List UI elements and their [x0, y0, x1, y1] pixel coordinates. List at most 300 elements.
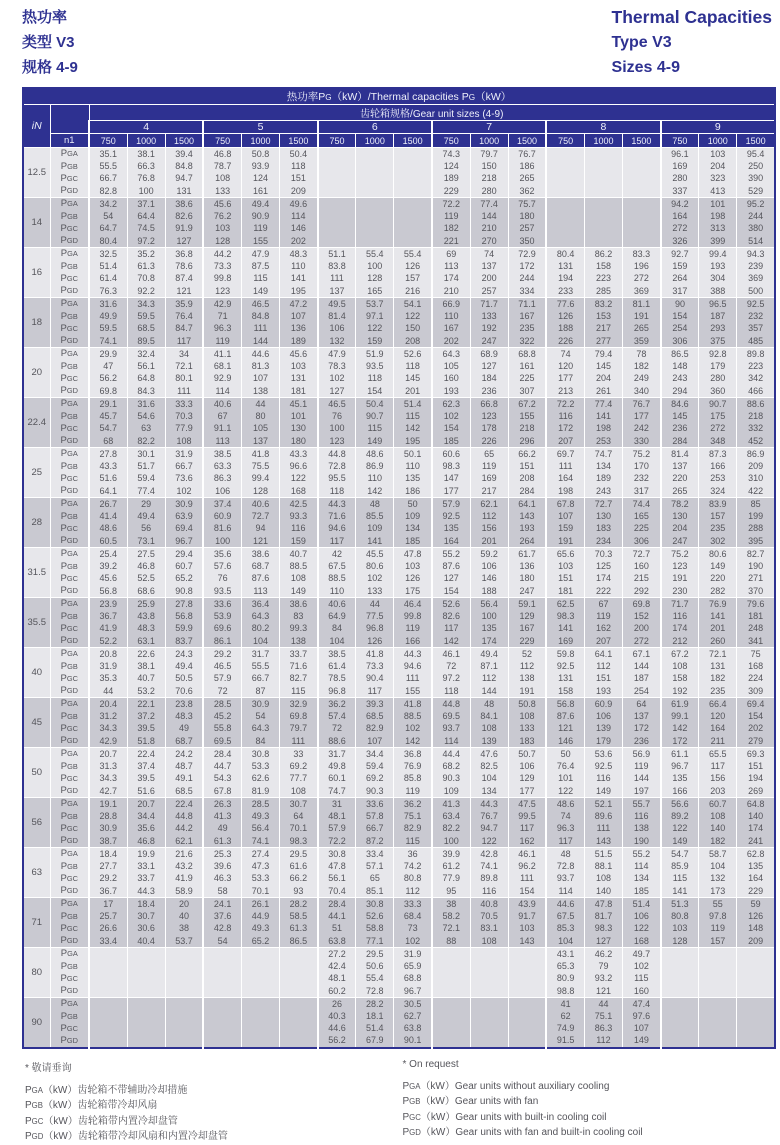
table-row — [23, 648, 775, 661]
value-cell: 63 — [127, 423, 165, 436]
value-cell: 236 — [623, 735, 661, 748]
value-cell: 87.6 — [432, 560, 470, 573]
table-row — [23, 585, 775, 598]
value-cell: 41.9 — [89, 623, 127, 636]
table-row — [23, 498, 775, 511]
value-cell — [508, 960, 546, 973]
speed-header: 1500 — [623, 134, 661, 148]
value-cell: 159 — [546, 523, 584, 536]
value-cell: 117 — [318, 535, 356, 548]
value-cell: 127 — [584, 935, 622, 948]
value-cell: 130 — [280, 423, 318, 436]
value-cell — [356, 148, 394, 161]
value-cell: 68.5 — [127, 323, 165, 336]
value-cell: 79.7 — [280, 723, 318, 736]
value-cell: 72.7 — [584, 498, 622, 511]
value-cell: 145 — [584, 360, 622, 373]
value-cell: 68.8 — [508, 348, 546, 361]
table-row — [23, 798, 775, 811]
value-cell: 182 — [699, 673, 737, 686]
value-cell: 83.1 — [470, 923, 508, 936]
value-cell: 36.2 — [318, 698, 356, 711]
value-cell: 78.2 — [661, 498, 699, 511]
value-cell: 82.5 — [470, 760, 508, 773]
value-cell: 122 — [470, 835, 508, 848]
value-cell: 452 — [737, 435, 775, 448]
value-cell: 98.3 — [584, 923, 622, 936]
value-cell: 302 — [699, 535, 737, 548]
value-cell: 348 — [699, 435, 737, 448]
value-cell: 422 — [737, 485, 775, 498]
value-cell: 80 — [241, 410, 279, 423]
value-cell: 41.8 — [394, 698, 432, 711]
value-cell: 138 — [623, 823, 661, 836]
value-cell: 49.8 — [318, 760, 356, 773]
value-cell: 310 — [737, 473, 775, 486]
value-cell: 117 — [165, 335, 203, 348]
value-cell: 102 — [623, 960, 661, 973]
table-row — [23, 335, 775, 348]
value-cell: 247 — [661, 535, 699, 548]
title-zh-line1: 热功率 — [22, 5, 78, 30]
table-row — [23, 260, 775, 273]
value-cell: 235 — [699, 685, 737, 698]
value-cell: 88.5 — [318, 573, 356, 586]
value-cell: 68.5 — [356, 710, 394, 723]
legend-item: PGB（kW）齿轮箱带冷却风扇 — [25, 1098, 403, 1114]
value-cell: 54 — [203, 935, 241, 948]
table-row — [23, 510, 775, 523]
legend-item: PGA（kW）齿轮箱不带辅助冷却措施 — [25, 1083, 403, 1099]
value-cell: 49 — [165, 723, 203, 736]
value-cell — [89, 973, 127, 986]
value-cell — [356, 223, 394, 236]
value-cell: 119 — [623, 760, 661, 773]
table-row — [23, 310, 775, 323]
value-cell: 207 — [546, 435, 584, 448]
value-cell: 272 — [661, 223, 699, 236]
value-cell: 39.9 — [432, 848, 470, 861]
value-cell: 277 — [584, 335, 622, 348]
value-cell: 100 — [470, 610, 508, 623]
value-cell: 90.7 — [699, 398, 737, 411]
value-cell: 41.8 — [241, 448, 279, 461]
value-cell: 62.3 — [432, 398, 470, 411]
value-cell: 99.3 — [280, 623, 318, 636]
value-cell: 44 — [356, 598, 394, 611]
value-cell: 180 — [508, 210, 546, 223]
value-cell: 100 — [432, 835, 470, 848]
value-cell: 64.9 — [318, 610, 356, 623]
value-cell: 63.1 — [127, 635, 165, 648]
value-cell: 175 — [699, 410, 737, 423]
ratio-cell: 22.4 — [23, 398, 50, 448]
value-cell — [737, 948, 775, 961]
value-cell: 149 — [356, 435, 394, 448]
value-cell: 44.7 — [203, 760, 241, 773]
value-cell: 340 — [623, 385, 661, 398]
row-label: PGA — [50, 798, 89, 811]
value-cell: 204 — [584, 373, 622, 386]
value-cell — [661, 998, 699, 1011]
value-cell: 113 — [241, 585, 279, 598]
value-cell: 42.7 — [89, 785, 127, 798]
value-cell: 117 — [546, 835, 584, 848]
value-cell — [623, 223, 661, 236]
value-cell: 61.9 — [661, 698, 699, 711]
value-cell: 254 — [623, 685, 661, 698]
row-label: PGB — [50, 960, 89, 973]
value-cell — [470, 960, 508, 973]
value-cell: 66.2 — [280, 873, 318, 886]
value-cell: 127 — [165, 235, 203, 248]
value-cell: 130 — [661, 510, 699, 523]
value-cell: 32.5 — [89, 248, 127, 261]
value-cell: 226 — [470, 435, 508, 448]
value-cell: 76.3 — [89, 285, 127, 298]
value-cell — [127, 985, 165, 998]
row-label: PGA — [50, 448, 89, 461]
value-cell: 174 — [432, 273, 470, 286]
table-row — [23, 985, 775, 998]
value-cell: 69.4 — [165, 523, 203, 536]
value-cell: 247 — [508, 585, 546, 598]
value-cell: 216 — [394, 285, 432, 298]
value-cell: 67.5 — [546, 910, 584, 923]
value-cell: 108 — [203, 173, 241, 186]
value-cell: 244 — [737, 210, 775, 223]
value-cell: 99.1 — [661, 710, 699, 723]
value-cell: 30.8 — [241, 748, 279, 761]
value-cell: 100 — [127, 185, 165, 198]
value-cell — [241, 985, 279, 998]
value-cell: 296 — [508, 435, 546, 448]
row-label: PGA — [50, 948, 89, 961]
value-cell: 38.1 — [127, 148, 165, 161]
value-cell — [661, 948, 699, 961]
value-cell: 34.4 — [127, 810, 165, 823]
ratio-cell: 80 — [23, 948, 50, 998]
value-cell: 56.8 — [89, 585, 127, 598]
value-cell: 33.7 — [280, 648, 318, 661]
value-cell: 183 — [584, 523, 622, 536]
value-cell: 86.3 — [584, 1023, 622, 1036]
table-row — [23, 198, 775, 211]
value-cell: 82.7 — [280, 673, 318, 686]
table-row — [23, 323, 775, 336]
value-cell — [432, 960, 470, 973]
legend-item: PGB（kW）Gear units with fan — [403, 1094, 780, 1110]
row-label: PGA — [50, 248, 89, 261]
value-cell: 123 — [661, 560, 699, 573]
value-cell: 57.9 — [203, 673, 241, 686]
title-en-line3: Sizes 4-9 — [612, 55, 772, 80]
value-cell: 33.3 — [165, 398, 203, 411]
row-label: PGA — [50, 998, 89, 1011]
value-cell: 104 — [470, 773, 508, 786]
value-cell: 47.4 — [623, 998, 661, 1011]
value-cell: 40.7 — [280, 548, 318, 561]
value-cell: 88.1 — [584, 860, 622, 873]
value-cell: 134 — [470, 785, 508, 798]
n1-header: n1 — [50, 134, 89, 148]
value-cell: 369 — [737, 273, 775, 286]
value-cell: 96.7 — [165, 535, 203, 548]
table-row — [23, 435, 775, 448]
value-cell: 151 — [280, 173, 318, 186]
value-cell — [241, 1023, 279, 1036]
table-row — [23, 898, 775, 911]
value-cell: 31.3 — [89, 760, 127, 773]
value-cell — [356, 235, 394, 248]
row-label: PGB — [50, 360, 89, 373]
value-cell: 529 — [737, 185, 775, 198]
value-cell: 180 — [280, 435, 318, 448]
value-cell: 98.3 — [546, 610, 584, 623]
value-cell: 75.2 — [661, 548, 699, 561]
value-cell: 20.7 — [89, 748, 127, 761]
value-cell: 94.3 — [737, 248, 775, 261]
value-cell: 131 — [546, 673, 584, 686]
value-cell: 110 — [280, 260, 318, 273]
value-cell: 35.1 — [89, 148, 127, 161]
value-cell: 36.4 — [241, 598, 279, 611]
value-cell: 143 — [508, 510, 546, 523]
value-cell: 191 — [508, 685, 546, 698]
table-row — [23, 748, 775, 761]
value-cell: 33.3 — [394, 898, 432, 911]
value-cell: 81.6 — [203, 523, 241, 536]
value-cell: 370 — [737, 585, 775, 598]
value-cell: 148 — [661, 360, 699, 373]
value-cell: 69.8 — [280, 710, 318, 723]
row-label: PGC — [50, 473, 89, 486]
table-row — [23, 773, 775, 786]
value-cell: 294 — [661, 385, 699, 398]
value-cell: 93.7 — [432, 723, 470, 736]
value-cell: 72.2 — [546, 398, 584, 411]
value-cell: 97.2 — [127, 235, 165, 248]
value-cell: 82.8 — [89, 185, 127, 198]
title-en-line2: Type V3 — [612, 30, 772, 55]
row-label: PGD — [50, 985, 89, 998]
value-cell — [280, 998, 318, 1011]
value-cell: 31.2 — [89, 710, 127, 723]
value-cell: 150 — [394, 323, 432, 336]
value-cell: 66.9 — [432, 298, 470, 311]
row-label: PGA — [50, 748, 89, 761]
value-cell — [127, 1010, 165, 1023]
value-cell: 67.8 — [203, 785, 241, 798]
value-cell: 49.1 — [165, 773, 203, 786]
value-cell: 307 — [508, 385, 546, 398]
value-cell: 97.1 — [356, 310, 394, 323]
value-cell: 178 — [470, 423, 508, 436]
value-cell — [165, 1010, 203, 1023]
value-cell: 154 — [432, 423, 470, 436]
value-cell: 25.4 — [89, 548, 127, 561]
value-cell: 37.4 — [203, 498, 241, 511]
value-cell — [165, 1035, 203, 1048]
value-cell: 135 — [737, 860, 775, 873]
value-cell — [394, 235, 432, 248]
value-cell: 97.6 — [623, 1010, 661, 1023]
size-header: 5 — [203, 121, 317, 134]
value-cell: 36 — [394, 848, 432, 861]
value-cell: 117 — [356, 685, 394, 698]
value-cell: 64.1 — [584, 648, 622, 661]
table-row — [23, 873, 775, 886]
value-cell: 104 — [699, 860, 737, 873]
value-cell: 44.3 — [394, 648, 432, 661]
value-cell: 76.7 — [623, 398, 661, 411]
value-cell: 102 — [318, 373, 356, 386]
value-cell: 76.8 — [127, 173, 165, 186]
row-label: PGC — [50, 1023, 89, 1036]
value-cell — [356, 210, 394, 223]
value-cell: 56.6 — [661, 798, 699, 811]
value-cell: 69.5 — [432, 710, 470, 723]
value-cell: 51.5 — [584, 848, 622, 861]
value-cell: 106 — [203, 485, 241, 498]
value-cell: 264 — [508, 535, 546, 548]
value-cell: 500 — [737, 285, 775, 298]
value-cell: 58.7 — [699, 848, 737, 861]
value-cell: 42.5 — [280, 498, 318, 511]
value-cell: 95.2 — [737, 198, 775, 211]
value-cell: 108 — [699, 810, 737, 823]
value-cell: 169 — [470, 473, 508, 486]
value-cell: 27.2 — [318, 948, 356, 961]
value-cell: 141 — [584, 410, 622, 423]
value-cell: 150 — [470, 160, 508, 173]
row-label: PGA — [50, 298, 89, 311]
value-cell — [280, 948, 318, 961]
value-cell: 46.5 — [241, 298, 279, 311]
value-cell — [584, 198, 622, 211]
table-row — [23, 1023, 775, 1036]
speed-header: 750 — [432, 134, 470, 148]
value-cell: 271 — [737, 573, 775, 586]
value-cell: 78.7 — [203, 160, 241, 173]
value-cell: 73.1 — [127, 535, 165, 548]
value-cell: 84.6 — [661, 398, 699, 411]
value-cell: 99.8 — [394, 610, 432, 623]
value-cell: 350 — [508, 235, 546, 248]
footnotes — [25, 1059, 780, 1145]
value-cell: 280 — [699, 373, 737, 386]
speed-header: 1000 — [470, 134, 508, 148]
value-cell: 68.4 — [394, 910, 432, 923]
value-cell: 109 — [394, 510, 432, 523]
value-cell: 142 — [394, 423, 432, 436]
value-cell: 126 — [737, 910, 775, 923]
value-cell: 80.1 — [165, 373, 203, 386]
value-cell: 45.6 — [280, 348, 318, 361]
value-cell: 317 — [661, 285, 699, 298]
value-cell: 159 — [280, 535, 318, 548]
value-cell: 42 — [318, 548, 356, 561]
value-cell: 284 — [508, 485, 546, 498]
value-cell: 117 — [432, 623, 470, 636]
value-cell: 175 — [394, 585, 432, 598]
value-cell: 88 — [432, 935, 470, 948]
value-cell: 202 — [432, 335, 470, 348]
value-cell — [546, 185, 584, 198]
row-label: PGA — [50, 148, 89, 161]
speed-header: 750 — [546, 134, 584, 148]
table-row — [23, 885, 775, 898]
value-cell: 68.6 — [127, 585, 165, 598]
value-cell: 116 — [584, 773, 622, 786]
value-cell: 76.4 — [165, 310, 203, 323]
value-cell — [737, 1035, 775, 1048]
value-cell: 326 — [661, 235, 699, 248]
value-cell: 72.7 — [241, 510, 279, 523]
ratio-cell: 16 — [23, 248, 50, 298]
value-cell: 64.3 — [241, 610, 279, 623]
value-cell: 41.9 — [165, 873, 203, 886]
value-cell: 38 — [165, 923, 203, 936]
value-cell: 45.1 — [280, 398, 318, 411]
value-cell — [394, 173, 432, 186]
value-cell — [127, 998, 165, 1011]
value-cell: 123 — [203, 285, 241, 298]
value-cell: 55.2 — [623, 848, 661, 861]
value-cell: 117 — [699, 760, 737, 773]
value-cell: 92.7 — [661, 248, 699, 261]
value-cell: 108 — [280, 573, 318, 586]
value-cell: 63.4 — [432, 810, 470, 823]
value-cell: 185 — [394, 535, 432, 548]
value-cell: 126 — [394, 260, 432, 273]
value-cell: 119 — [432, 210, 470, 223]
value-cell: 70.6 — [165, 685, 203, 698]
value-cell: 79.7 — [470, 148, 508, 161]
value-cell: 39.3 — [356, 698, 394, 711]
value-cell: 56.4 — [241, 823, 279, 836]
value-cell: 241 — [737, 835, 775, 848]
row-label: PGC — [50, 373, 89, 386]
value-cell — [203, 985, 241, 998]
value-cell: 120 — [699, 710, 737, 723]
value-cell: 111 — [241, 323, 279, 336]
value-cell: 47.8 — [584, 898, 622, 911]
value-cell: 41.4 — [89, 510, 127, 523]
value-cell: 272 — [623, 273, 661, 286]
table-row — [23, 348, 775, 361]
value-cell: 180 — [508, 573, 546, 586]
value-cell: 99.4 — [699, 248, 737, 261]
value-cell: 46.1 — [432, 648, 470, 661]
value-cell: 304 — [699, 273, 737, 286]
value-cell: 143 — [508, 935, 546, 948]
value-cell: 75.7 — [508, 198, 546, 211]
value-cell: 50.8 — [241, 148, 279, 161]
value-cell — [203, 1010, 241, 1023]
value-cell: 159 — [356, 335, 394, 348]
value-cell: 94.2 — [661, 198, 699, 211]
value-cell: 48.3 — [165, 710, 203, 723]
value-cell: 279 — [737, 735, 775, 748]
value-cell: 95 — [432, 885, 470, 898]
value-cell: 47.6 — [470, 748, 508, 761]
value-cell: 309 — [737, 685, 775, 698]
value-cell: 76.4 — [546, 760, 584, 773]
value-cell: 109 — [432, 785, 470, 798]
value-cell: 144 — [470, 685, 508, 698]
value-cell: 388 — [699, 285, 737, 298]
